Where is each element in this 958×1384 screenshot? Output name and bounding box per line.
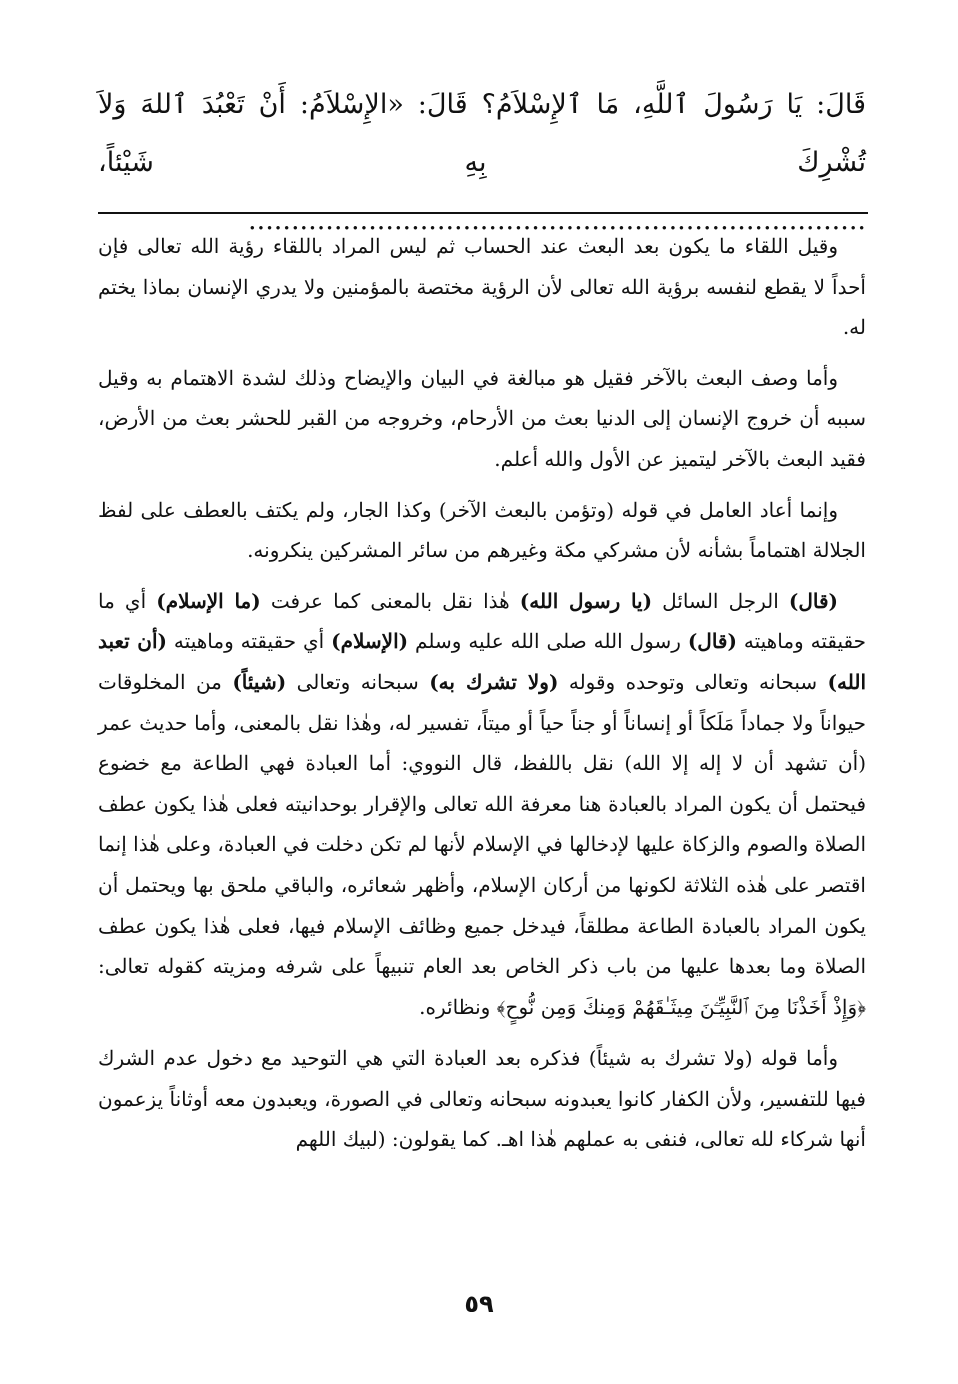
text-run: سبحانه وتعالى وتوحده وقوله xyxy=(558,669,828,694)
hadith-line: قَالَ: يَا رَسُولَ ٱللَّهِ، مَا ٱلإِسْلاَمُ؟ قَالَ: «الإِسْلاَمُ: أَنْ تَعْبُدَ ٱللهَ وَلاَ تُشْرِكَ بِهِ شَيْئاً، xyxy=(98,89,866,178)
paragraph-1: وقيل اللقاء ما يكون بعد البعث عند الحساب ثم ليس المراد باللقاء رؤية الله تعالى فإن أحداً لا يقطع لنفسه برؤية الله تعالى لأن الرؤية مختصة بالمؤمنين ولا يدري الإنسان بماذا يختم له. xyxy=(98,234,866,340)
text-run: ونظائره. xyxy=(419,994,497,1019)
text-run: سبحانه وتعالى xyxy=(286,669,430,694)
commentary xyxy=(98,226,866,1170)
bold-term: (ولا تشرك به) xyxy=(429,669,559,694)
text-run: هٰذا نقل بالمعنى كما عرفت xyxy=(260,588,520,613)
paragraph-4 xyxy=(98,581,866,1028)
bold-term: (أن تعبد الله) xyxy=(98,629,867,694)
bold-term: (الإسلام) xyxy=(331,629,409,654)
paragraph-5: وأما قوله (ولا تشرك به شيئاً) فذكره بعد العبادة التي هي التوحيد مع دخول عدم الشرك فيها للتفسير، ولأن الكفار كانوا يعبدونه سبحانه وتعالى في الصورة، ويعبدون معه أوثاناً يزعمون أنها شركاء لله تعالى، فنفى به عملهم هٰذا اهـ. كما يقولون: (لبيك اللهم xyxy=(98,1046,866,1152)
text-run: رسول الله صلى الله عليه وسلم xyxy=(408,629,688,654)
page-number: ٥٩ xyxy=(464,1290,494,1318)
bold-term: (ما الإسلام) xyxy=(156,588,261,613)
quran-verse: ﴿وَإِذْ أَخَذْنَا مِنَ ٱلنَّبِيِّـۧنَ مِيثَـٰقَهُمْ وَمِنكَ وَمِن نُّوحٍ﴾ xyxy=(496,994,866,1019)
paragraph-2: وأما وصف البعث بالآخر فقيل هو مبالغة في البيان والإيضاح وذلك لشدة الاهتمام به وقيل سببه أن خروج الإنسان إلى الدنيا بعث من الأرحام، وخروجه من القبر للحشر بعث من الأرض، فقيد البعث بالآخر ليتميز عن الأول والله أعلم. xyxy=(98,365,866,471)
hadith-text xyxy=(98,76,866,250)
paragraph-3: وإنما أعاد العامل في قوله (وتؤمن بالبعث الآخر) وكذا الجار، ولم يكتف بالعطف على لفظ الجلالة اهتماماً بشأنه لأن مشركي مكة وغيرهم من سائر المشركين ينكرونه. xyxy=(98,497,866,563)
bold-term: (قال) xyxy=(687,629,737,654)
text-run: من المخلوقات حيواناً ولا جماداً مَلَكاً أو إنساناً أو جناً حياً أو ميتاً، تفسير له، وهٰذا نقل بالمعنى، وأما حديث عمر (أن تشهد أن لا إله إلا الله) نقل باللفظ، قال النووي: أما العبادة فهي الطاعة مع خضوع فيحتمل أن يكون المراد بالعبادة هنا معرفة الله تعالى والإقرار بوحدانيته فعلى هٰذا يكون عطف الصلاة والصوم والزكاة عليها لإدخالها في الإسلام لأنها لم تكن دخلت في العبادة، وعلى هٰذا إنما اقتصر على هٰذه الثلاثة لكونها من أركان الإسلام، وأظهر شعائره، والباقي ملحق بها ويحتمل أن يكون المراد بالعبادة الطاعة مطلقاً، فيدخل جميع وظائف الإسلام فيها، فعلى هٰذا يكون عطف الصلاة وما بعدها عليها من باب ذكر الخاص بعد العام تنبيهاً على شرفه ومزيته كقوله تعالى: xyxy=(98,669,866,979)
ellipsis: ........................................................................ xyxy=(248,205,866,236)
bold-term: (يا رسول الله) xyxy=(519,588,653,613)
text-run: أي ما حقيقته وماهيته xyxy=(98,588,867,654)
bold-term: (قال) xyxy=(788,588,839,613)
footnote-divider xyxy=(98,212,868,214)
text-run: الرجل السائل xyxy=(652,588,789,613)
bold-term: (شيئاً) xyxy=(232,669,287,694)
text-run: أي حقيقته وماهيته xyxy=(167,629,332,654)
